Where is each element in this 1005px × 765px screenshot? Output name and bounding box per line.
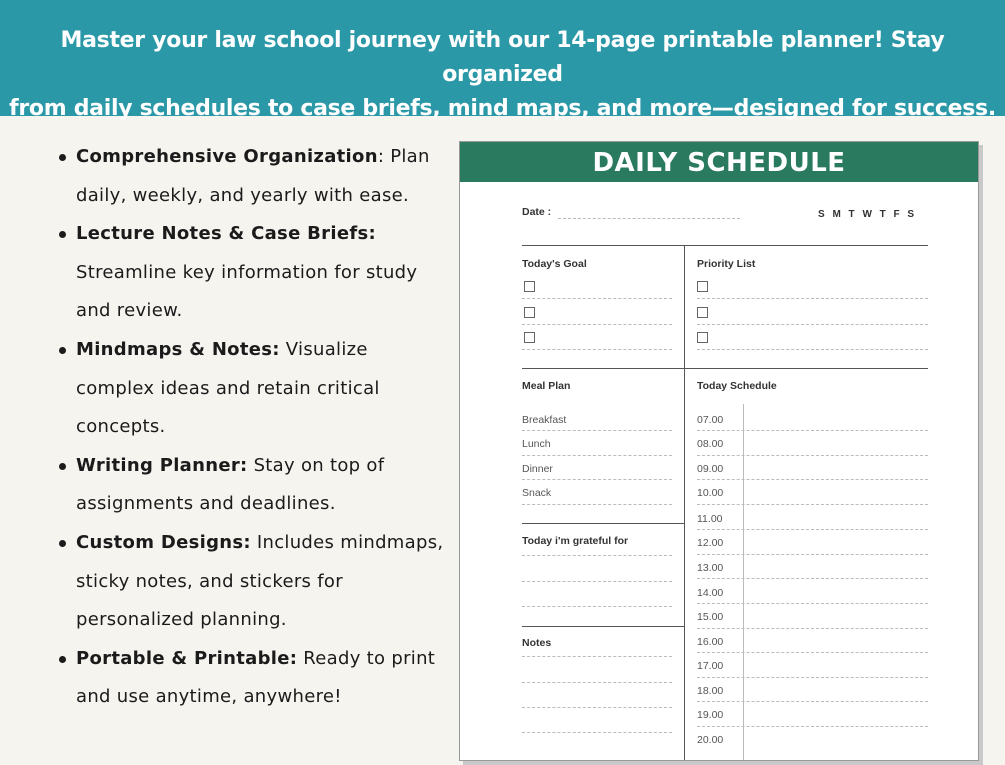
time-slot: 20.00 xyxy=(697,734,724,746)
time-slot: 16.00 xyxy=(697,636,724,648)
time-slot: 10.00 xyxy=(697,487,724,499)
notes-line xyxy=(522,732,672,733)
schedule-line xyxy=(697,726,928,727)
grateful-label: Today i'm grateful for xyxy=(522,535,629,547)
grateful-line xyxy=(522,606,672,607)
weekday-letters: S M T W T F S xyxy=(818,209,918,220)
meal-snack: Snack xyxy=(522,487,552,499)
top-divider xyxy=(522,245,928,246)
bullet-icon xyxy=(59,154,66,161)
schedule-line xyxy=(697,628,928,629)
notes-line xyxy=(522,682,672,683)
date-label: Date : xyxy=(522,206,552,218)
time-slot: 18.00 xyxy=(697,685,724,697)
bullet-icon xyxy=(59,463,66,470)
feature-text: Includes mindmaps, sticky notes, and stickers for personalized planning. xyxy=(76,531,444,631)
bullet-icon xyxy=(59,656,66,663)
feature-text: Stay on top of assignments and deadlines. xyxy=(76,454,385,515)
time-slot: 12.00 xyxy=(697,537,724,549)
goal-checkbox xyxy=(524,332,535,343)
feature-text: : Plan daily, weekly, and yearly with ease. xyxy=(76,146,430,206)
feature-item xyxy=(57,138,447,215)
schedule-label: Today Schedule xyxy=(697,380,777,392)
feature-title: Lecture Notes & Case Briefs: xyxy=(76,223,376,245)
notes-line xyxy=(522,656,672,657)
goal-checkbox xyxy=(524,281,535,292)
planner-preview xyxy=(459,141,979,761)
feature-title: Portable & Printable: xyxy=(76,647,298,669)
meal-line xyxy=(522,504,672,505)
priority-line xyxy=(697,349,928,350)
schedule-line xyxy=(697,479,928,480)
schedule-line xyxy=(697,504,928,505)
feature-item xyxy=(57,524,447,640)
feature-text: Ready to print and use anytime, anywhere! xyxy=(76,647,436,708)
bullet-icon xyxy=(59,231,66,238)
goal-line xyxy=(522,324,672,325)
goal-label: Today's Goal xyxy=(522,258,587,270)
time-slot: 19.00 xyxy=(697,709,724,721)
priority-label: Priority List xyxy=(697,258,756,270)
feature-item xyxy=(57,331,447,447)
feature-title: Writing Planner: xyxy=(76,454,248,476)
meal-plan-label: Meal Plan xyxy=(522,380,571,392)
schedule-line xyxy=(697,529,928,530)
notes-divider xyxy=(522,626,684,627)
goal-line xyxy=(522,349,672,350)
goal-checkbox xyxy=(524,307,535,318)
meal-breakfast: Breakfast xyxy=(522,414,567,426)
time-slot: 15.00 xyxy=(697,611,724,623)
planner-title: DAILY SCHEDULE xyxy=(460,142,978,182)
schedule-line xyxy=(697,701,928,702)
meal-lunch: Lunch xyxy=(522,438,551,450)
grateful-line xyxy=(522,555,672,556)
feature-title: Mindmaps & Notes: xyxy=(76,338,280,360)
banner-headline-line-1: Master your law school journey with our 14-page printable planner! Stay organized xyxy=(60,28,945,87)
schedule-line xyxy=(697,455,928,456)
schedule-line xyxy=(697,554,928,555)
schedule-line xyxy=(697,430,928,431)
bullet-icon xyxy=(59,540,66,547)
time-slot: 14.00 xyxy=(697,587,724,599)
time-slot: 07.00 xyxy=(697,414,724,426)
time-slot: 09.00 xyxy=(697,463,724,475)
schedule-line xyxy=(697,677,928,678)
grateful-divider xyxy=(522,523,684,524)
grateful-line xyxy=(522,581,672,582)
feature-text: Streamline key information for study and review. xyxy=(76,261,418,322)
time-slot: 08.00 xyxy=(697,438,724,450)
time-slot: 13.00 xyxy=(697,562,724,574)
priority-checkbox xyxy=(697,332,708,343)
feature-title: Comprehensive Organization xyxy=(76,146,378,167)
meal-line xyxy=(522,455,672,456)
priority-checkbox xyxy=(697,307,708,318)
middle-divider xyxy=(522,368,928,369)
time-slot: 17.00 xyxy=(697,660,724,672)
date-line xyxy=(558,218,740,219)
feature-item xyxy=(57,447,447,524)
priority-checkbox xyxy=(697,281,708,292)
top-banner xyxy=(0,0,1005,121)
feature-item xyxy=(57,640,447,717)
time-slot: 11.00 xyxy=(697,513,723,525)
schedule-line xyxy=(697,652,928,653)
feature-list xyxy=(57,138,447,717)
meal-line xyxy=(522,430,672,431)
banner-headline-line-2: from daily schedules to case briefs, mind maps, and more—designed for success. xyxy=(9,96,996,121)
priority-line xyxy=(697,324,928,325)
feature-title: Custom Designs: xyxy=(76,531,251,553)
time-column-divider xyxy=(743,404,744,761)
center-divider xyxy=(684,245,685,761)
notes-line xyxy=(522,707,672,708)
priority-line xyxy=(697,298,928,299)
notes-label: Notes xyxy=(522,637,552,649)
goal-line xyxy=(522,298,672,299)
feature-item xyxy=(57,215,447,331)
meal-dinner: Dinner xyxy=(522,463,553,475)
meal-line xyxy=(522,479,672,480)
feature-text: Visualize complex ideas and retain critical concepts. xyxy=(76,338,380,438)
schedule-line xyxy=(697,578,928,579)
schedule-line xyxy=(697,603,928,604)
bullet-icon xyxy=(59,347,66,354)
